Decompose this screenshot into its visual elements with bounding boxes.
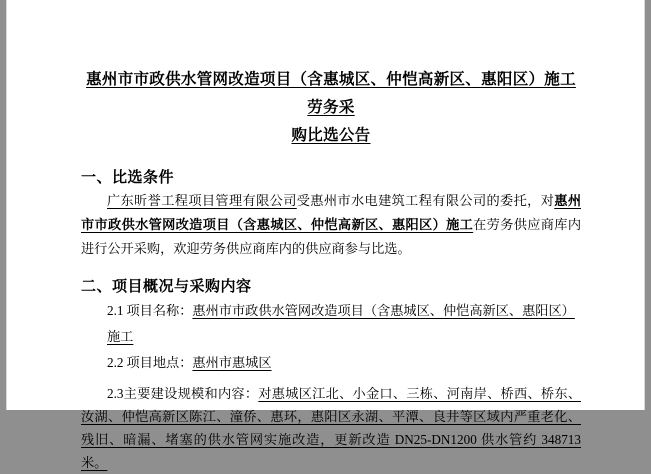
item-label: 项目名称：: [126, 303, 193, 318]
item-number: 2.2: [107, 355, 124, 370]
page-title: [81, 66, 581, 150]
list-item: [81, 382, 581, 474]
item-label: 项目地点：: [126, 355, 193, 370]
item-number: 2.1: [107, 303, 124, 318]
section-1-text-part-4: 在劳务供应商库内进行公开采购，欢迎劳务供应商库内的供应商参与比选。: [81, 217, 582, 256]
item-value: 惠州市市政供水管网改造项目（含惠城区、仲恺高新区、惠阳区）施工: [107, 303, 575, 344]
page-title-line-1: 惠州市市政供水管网改造项目（含惠城区、仲恺高新区、惠阳区）施工劳务采: [86, 71, 576, 116]
section-heading-2: 二、项目概况与采购内容: [81, 279, 252, 295]
project-full-name: 惠州市市政供水管网改造项目（含惠城区、仲恺高新区、惠阳区）施工: [81, 193, 582, 232]
document-content: [81, 66, 581, 474]
section-1-text-part-2: 受惠州市水电建筑工程有限公司的委托，对: [296, 193, 555, 208]
document-page: [6, 0, 645, 470]
list-item: [81, 350, 581, 376]
item-label: 主要建设规模和内容：: [123, 386, 259, 401]
item-number: 2.3: [107, 386, 124, 401]
section-heading-1: 一、比选条件: [81, 170, 175, 186]
item-value: 对惠城区江北、小金口、三栋、河南岸、桥西、桥东、汝湖、仲恺高新区陈江、潼侨、惠环，惠阳区永湖、平潭、良井等区域内严重老化、残旧、暗漏、堵塞的供水管网实施改造，更新改造 DN25-DN1200 供水管约 348713 米。: [81, 386, 582, 470]
item-value: 惠州市惠城区: [192, 355, 272, 370]
list-item: [81, 298, 581, 350]
section-1-paragraph: [81, 189, 581, 261]
bidding-agency-name: 广东昕誉工程项目管理有限公司: [107, 193, 297, 208]
page-title-line-2: 购比选公告: [291, 127, 371, 144]
